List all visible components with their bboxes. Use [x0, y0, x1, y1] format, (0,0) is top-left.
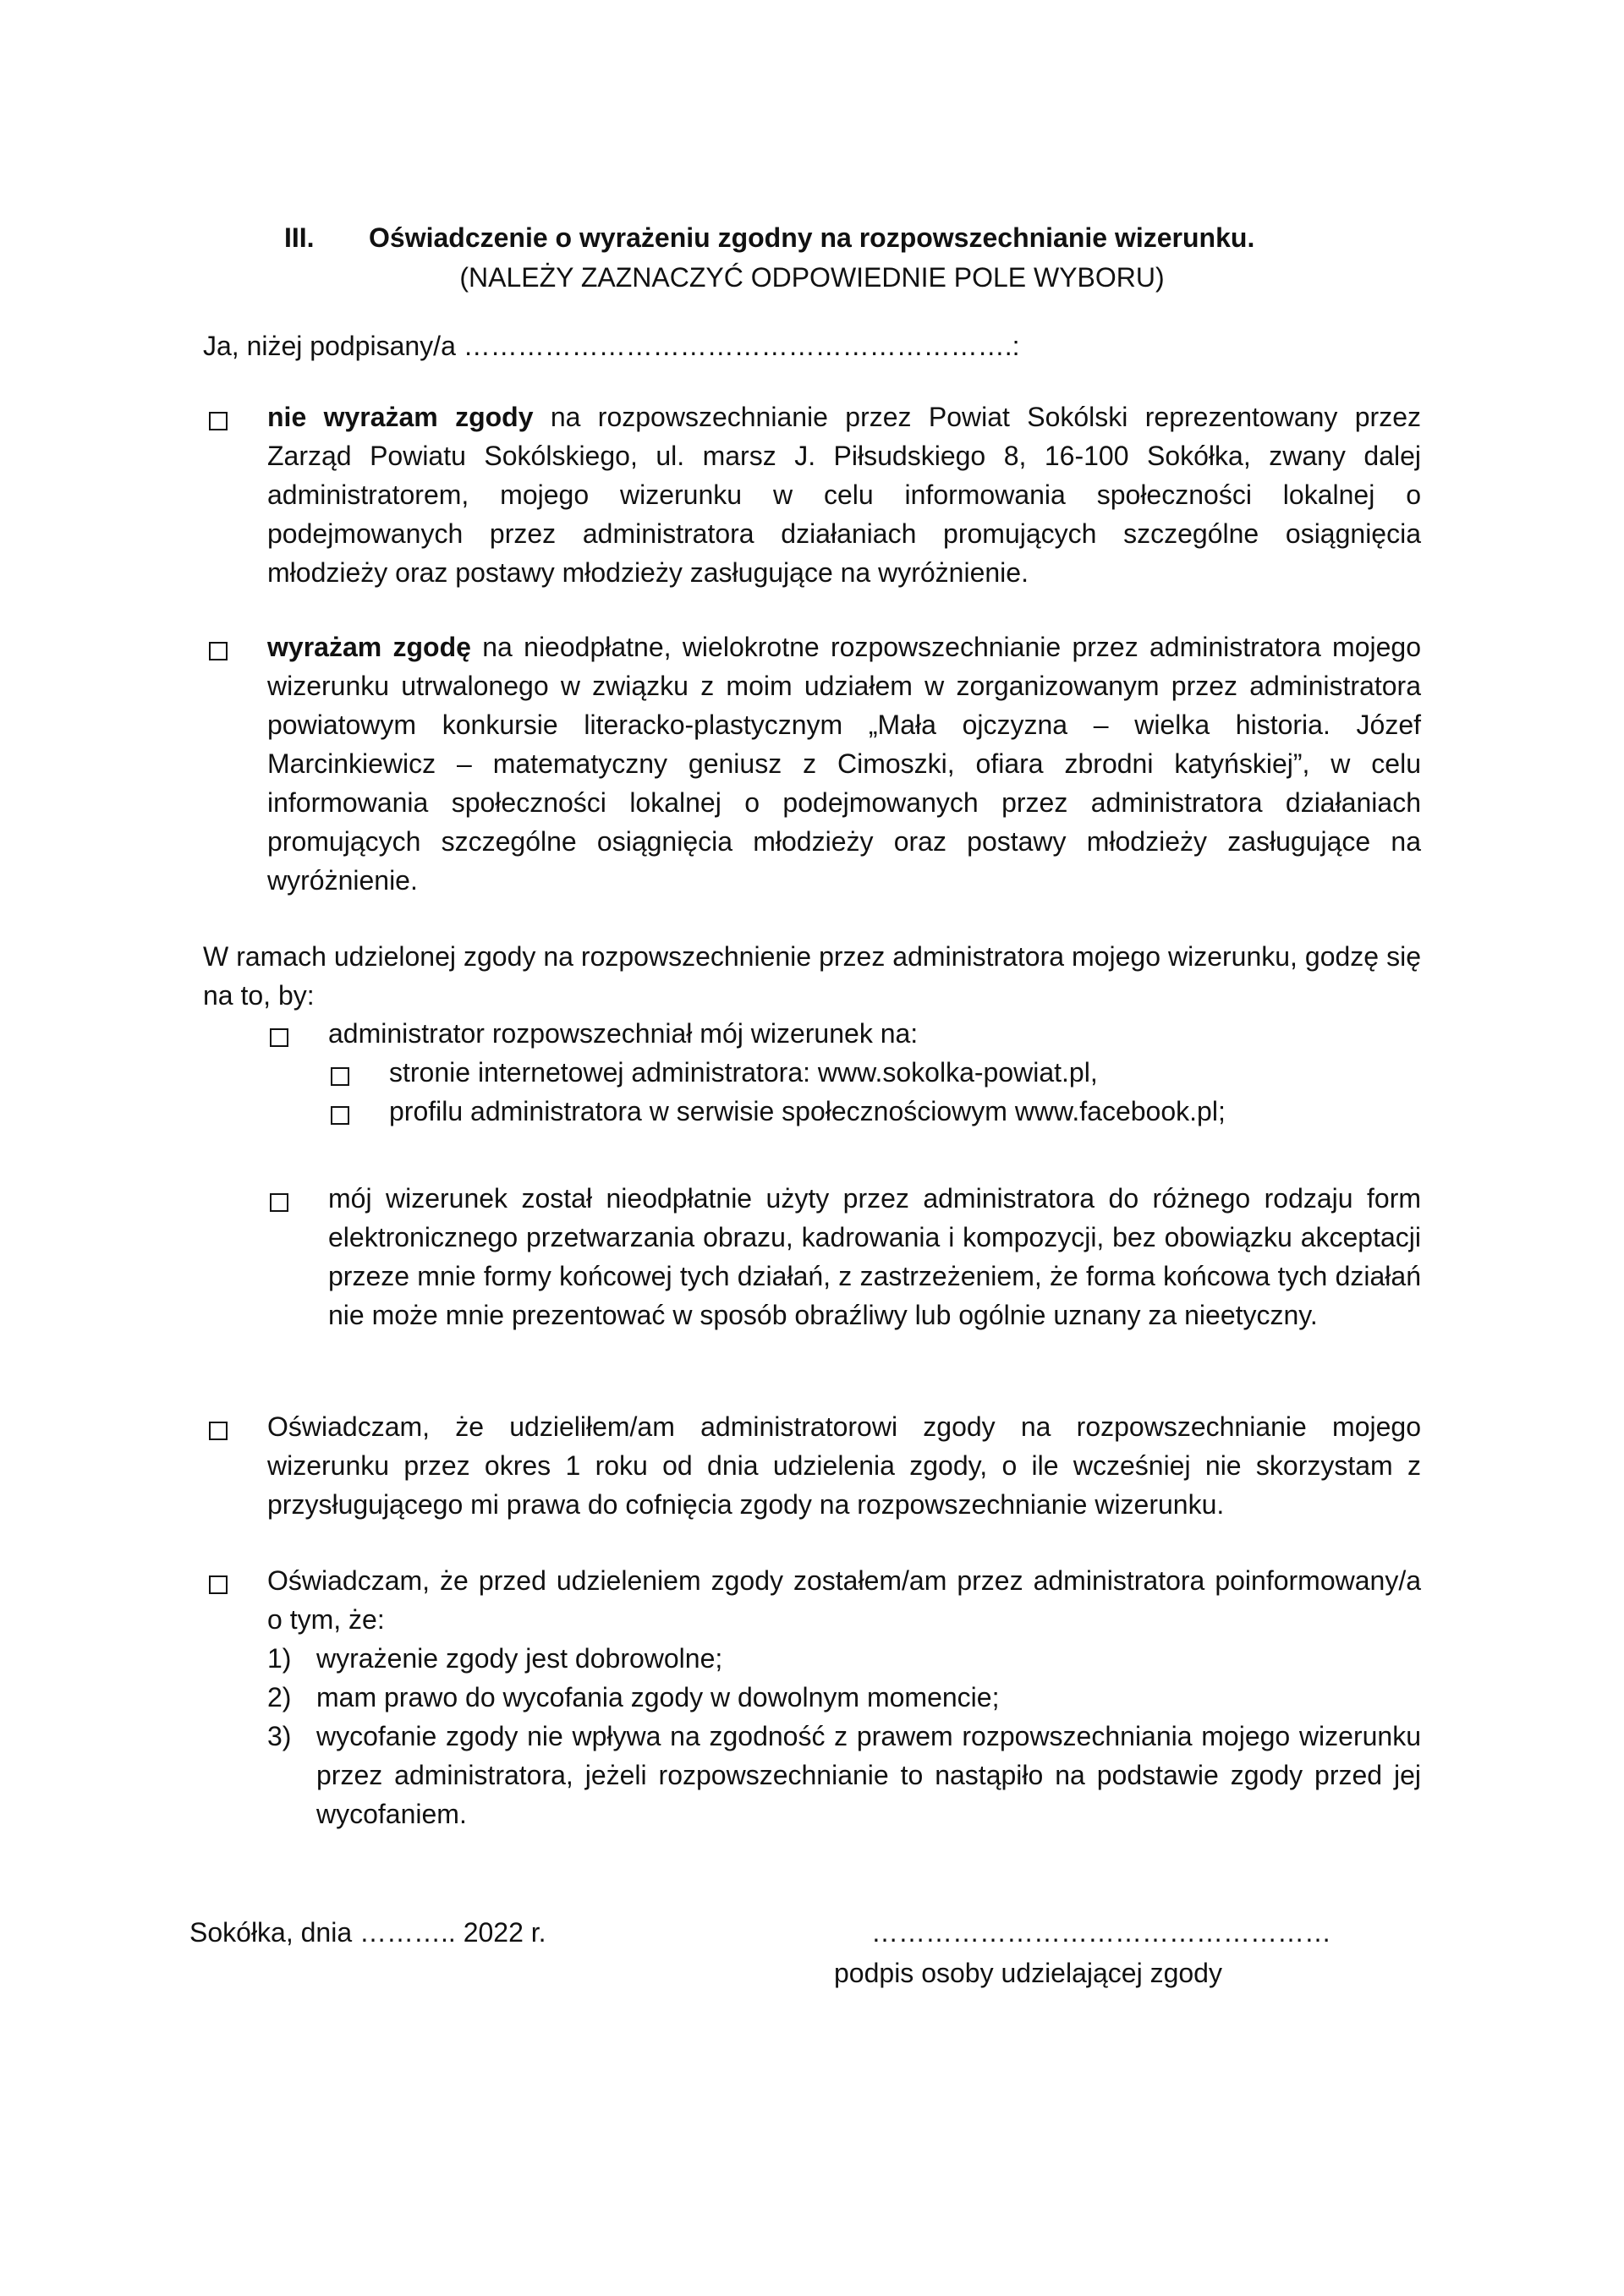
- signer-name-line: Ja, niżej podpisany/a …………………………………………………….:: [203, 331, 1020, 361]
- consent-text: [267, 627, 1421, 900]
- period-checkbox[interactable]: [209, 1422, 228, 1440]
- info-intro: Oświadczam, że przed udzieleniem zgody zostałem/am przez administratora poinformowany/a o tym, że:: [267, 1565, 1421, 1635]
- consent-checkbox[interactable]: [209, 642, 228, 660]
- consent-body: na nieodpłatne, wielokrotne rozpowszechnianie przez administratora mojego wizerunku utrwalonego w związku z moim udziałem w zorganizowanym przez administratora powiatowym konkursie literacko-plastycznym „Mała ojczyzna – wielka historia. Józef Marcinkiewicz – matematyczny geniusz z Cimoszki, ofiara zbrodni katyńskiej”, w celu informowania społeczności lokalnej o podejmowanych przez administratora działaniach promujących szczególne osiągnięcia młodzieży oraz postawy młodzieży zasługujące na wyróżnienie.: [267, 632, 1422, 896]
- publish-text: administrator rozpowszechniał mój wizerunek na:: [328, 1018, 919, 1049]
- processing-checkbox[interactable]: [270, 1193, 288, 1212]
- place-date: Sokółka, dnia ……….. 2022 r.: [189, 1917, 546, 1948]
- info-item: wycofanie zgody nie wpływa na zgodność z prawem rozpowszechniania mojego wizerunku przez administratora, jeżeli rozpowszechnianie to nastąpiło na podstawie zgody przed jej wycofaniem.: [316, 1721, 1421, 1829]
- info-item-number: 1): [267, 1643, 292, 1674]
- section-title: Oświadczenie o wyrażeniu zgodny na rozpowszechnianie wizerunku.: [369, 222, 1255, 253]
- website-checkbox[interactable]: [331, 1067, 349, 1086]
- no-consent-text: [267, 397, 1421, 592]
- scope-intro: W ramach udzielonej zgody na rozpowszechnienie przez administratora mojego wizerunku, godzę się na to, by:: [203, 941, 1421, 1011]
- period-text: Oświadczam, że udzieliłem/am administratorowi zgody na rozpowszechnianie mojego wizerunku przez okres 1 roku od dnia udzielenia zgody, o ile wcześniej nie skorzystam z przysługującego mi prawa do cofnięcia zgody na rozpowszechnianie wizerunku.: [267, 1411, 1421, 1520]
- info-item: wyrażenie zgody jest dobrowolne;: [316, 1643, 723, 1674]
- info-item: mam prawo do wycofania zgody w dowolnym momencie;: [316, 1682, 1000, 1712]
- info-item-number: 3): [267, 1721, 292, 1751]
- publish-checkbox[interactable]: [270, 1028, 288, 1047]
- no-consent-label: nie wyrażam zgody: [267, 402, 534, 432]
- info-item-number: 2): [267, 1682, 292, 1712]
- processing-text: mój wizerunek został nieodpłatnie użyty przez administratora do różnego rodzaju form elektronicznego przetwarzania obrazu, kadrowania i kompozycji, bez obowiązku akceptacji przeze mnie formy końcowej tych działań, z zastrzeżeniem, że forma końcowa tych działań nie może mnie prezentować w sposób obraźliwy lub ogólnie uznany za nieetyczny.: [328, 1183, 1421, 1330]
- signature-line: ……………………………………………: [871, 1917, 1331, 1948]
- consent-label: wyrażam zgodę: [267, 632, 471, 662]
- signature-label: podpis osoby udzielającej zgody: [834, 1958, 1222, 1988]
- website-text: stronie internetowej administratora: www.sokolka-powiat.pl,: [389, 1057, 1098, 1088]
- section-instruction: (NALEŻY ZAZNACZYĆ ODPOWIEDNIE POLE WYBORU): [459, 262, 1165, 293]
- info-checkbox[interactable]: [209, 1575, 228, 1594]
- facebook-text: profilu administratora w serwisie społecznościowym www.facebook.pl;: [389, 1096, 1226, 1126]
- facebook-checkbox[interactable]: [331, 1106, 349, 1125]
- no-consent-checkbox[interactable]: [209, 412, 228, 430]
- no-consent-body: na rozpowszechnianie przez Powiat Sokólski reprezentowany przez Zarząd Powiatu Sokólskiego, ul. marsz J. Piłsudskiego 8, 16-100 Sokółka, zwany dalej administratorem, mojego wizerunku w celu informowania społeczności lokalnej o podejmowanych przez administratora działaniach promujących szczególne osiągnięcia młodzieży oraz postawy młodzieży zasługujące na wyróżnienie.: [267, 402, 1422, 588]
- section-number: III.: [284, 222, 315, 253]
